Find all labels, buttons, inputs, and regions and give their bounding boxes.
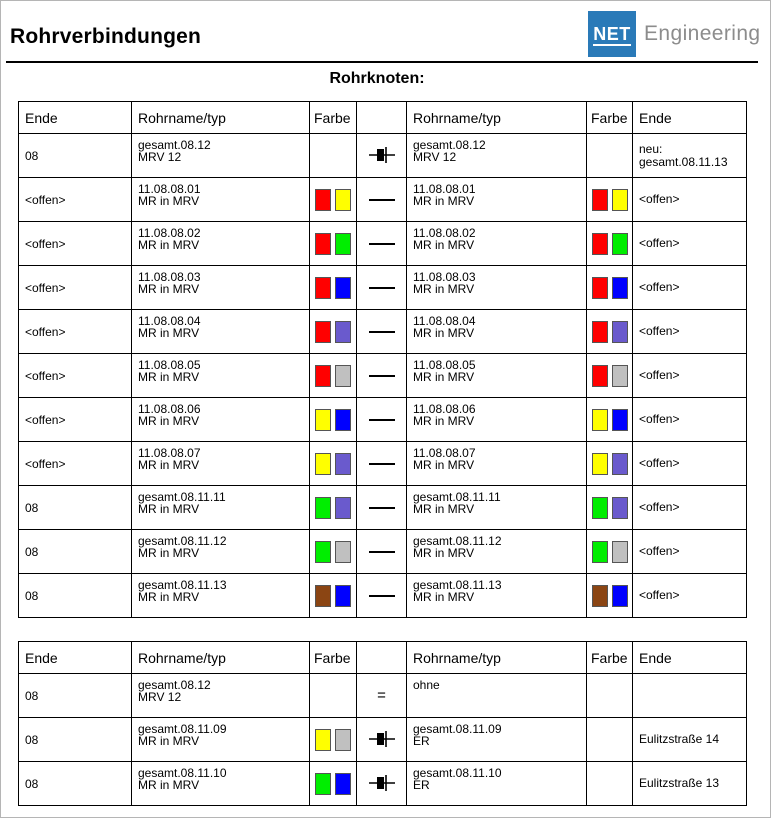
cell-farbe-right	[587, 574, 633, 618]
table-header-row	[19, 642, 747, 674]
color-swatch-yellow	[315, 729, 331, 751]
cell-ende-right	[633, 310, 747, 354]
cell-rohrname-left	[132, 530, 310, 574]
ende-left-text: <offen>	[25, 280, 66, 295]
cell-rohrname-left	[132, 762, 310, 806]
pipe-type-right: ER	[413, 734, 430, 748]
cell-farbe-left	[310, 486, 357, 530]
cell-ende-left	[19, 134, 132, 178]
pipe-name-left: gesamt.08.12	[138, 678, 211, 692]
pipe-type-right: MR in MRV	[413, 282, 475, 296]
cell-farbe-left	[310, 530, 357, 574]
cell-ende-right	[633, 674, 747, 718]
color-swatch-blue	[335, 409, 351, 431]
col-rohrname-left: Rohrname/typ	[132, 102, 310, 134]
pipe-name-right: 11.08.08.06	[413, 402, 476, 416]
color-swatch-red	[592, 233, 608, 255]
cell-farbe-right	[587, 354, 633, 398]
pipe-type-left: MR in MRV	[138, 546, 200, 560]
table-row	[19, 222, 747, 266]
ende-right-text: Eulitzstraße 14	[639, 732, 720, 746]
cell-farbe-left	[310, 762, 357, 806]
pipe-name-left: gesamt.08.11.09	[138, 722, 227, 736]
cell-ende-right	[633, 398, 747, 442]
cell-farbe-left	[310, 674, 357, 718]
color-swatch-blue	[335, 773, 351, 795]
pipe-name-left: 11.08.08.01	[138, 182, 201, 196]
pipe-type-left: MR in MRV	[138, 282, 200, 296]
cell-symbol	[357, 530, 407, 574]
color-swatch-blue	[612, 277, 628, 299]
pipe-type-right: MR in MRV	[413, 458, 475, 472]
ende-left-text: 08	[25, 148, 39, 163]
cell-farbe-right	[587, 674, 633, 718]
pipe-type-left: MR in MRV	[138, 238, 200, 252]
cell-ende-left	[19, 574, 132, 618]
col-farbe-right: Farbe	[587, 642, 633, 674]
color-swatch-yellow	[592, 453, 608, 475]
ende-left-text: 08	[25, 588, 39, 603]
pipe-name-left: 11.08.08.06	[138, 402, 201, 416]
color-swatch-gray	[612, 541, 628, 563]
color-swatch-red	[315, 277, 331, 299]
color-swatch-red	[315, 233, 331, 255]
pipe-type-left: MR in MRV	[138, 326, 200, 340]
cell-rohrname-left	[132, 222, 310, 266]
dash-icon	[369, 199, 395, 201]
cell-ende-left	[19, 762, 132, 806]
col-rohrname-left: Rohrname/typ	[132, 642, 310, 674]
pipe-type-left: MR in MRV	[138, 370, 200, 384]
table-row	[19, 718, 747, 762]
cell-farbe-right	[587, 398, 633, 442]
pipe-name-right: 11.08.08.03	[413, 270, 476, 284]
logo-mark-text: NET	[593, 23, 631, 44]
pipe-type-right: MRV 12	[413, 150, 457, 164]
ende-left-text: <offen>	[25, 236, 66, 251]
pipe-type-left: MR in MRV	[138, 502, 200, 516]
col-farbe-right: Farbe	[587, 102, 633, 134]
color-swatch-violet	[335, 497, 351, 519]
cap-icon	[369, 775, 395, 793]
pipe-name-left: gesamt.08.11.13	[138, 578, 227, 592]
pipe-type-left: MR in MRV	[138, 778, 200, 792]
color-swatch-blue	[335, 277, 351, 299]
col-ende-right: Ende	[633, 642, 747, 674]
cap-icon	[369, 147, 395, 165]
cell-ende-right	[633, 266, 747, 310]
logo-text: Engineering	[644, 22, 761, 45]
pipe-name-right: 11.08.08.04	[413, 314, 476, 328]
cell-farbe-left	[310, 310, 357, 354]
cell-ende-right	[633, 442, 747, 486]
pipe-name-left: 11.08.08.04	[138, 314, 201, 328]
ende-left-text: <offen>	[25, 456, 66, 471]
ende-right-text: Eulitzstraße 13	[639, 776, 720, 790]
col-rohrname-right: Rohrname/typ	[407, 102, 587, 134]
cell-ende-right	[633, 574, 747, 618]
section-title: Rohrknoten:	[329, 70, 425, 87]
color-swatch-yellow	[315, 453, 331, 475]
cell-rohrname-right	[407, 178, 587, 222]
ende-left-text: <offen>	[25, 368, 66, 383]
cell-farbe-left	[310, 134, 357, 178]
dash-icon	[369, 287, 395, 289]
cell-rohrname-left	[132, 398, 310, 442]
cell-farbe-right	[587, 134, 633, 178]
cell-symbol	[357, 574, 407, 618]
pipe-type-right: MR in MRV	[413, 414, 475, 428]
color-swatch-brown	[592, 585, 608, 607]
col-ende-left: Ende	[19, 642, 132, 674]
table-1-body	[19, 134, 747, 618]
cell-ende-right	[633, 134, 747, 178]
cell-symbol	[357, 398, 407, 442]
color-swatch-yellow	[592, 409, 608, 431]
color-swatch-violet	[612, 321, 628, 343]
pipe-type-left: MRV 12	[138, 690, 182, 704]
color-swatch-blue	[612, 409, 628, 431]
ende-left-text: 08	[25, 688, 39, 703]
color-swatch-green	[315, 497, 331, 519]
logo-bar	[593, 44, 631, 46]
color-swatch-red	[315, 189, 331, 211]
cell-farbe-right	[587, 718, 633, 762]
color-swatch-blue	[335, 585, 351, 607]
logo-mark	[588, 11, 636, 57]
table-row	[19, 674, 747, 718]
cell-rohrname-right	[407, 354, 587, 398]
color-swatch-green	[315, 773, 331, 795]
page-title: Rohrverbindungen	[10, 25, 202, 48]
cell-symbol	[357, 178, 407, 222]
cell-ende-right	[633, 354, 747, 398]
pipe-name-left: gesamt.08.11.10	[138, 766, 227, 780]
cell-ende-left	[19, 718, 132, 762]
pipe-name-right: 11.08.08.02	[413, 226, 476, 240]
color-swatch-green	[335, 233, 351, 255]
color-swatch-red	[592, 189, 608, 211]
cell-ende-left	[19, 266, 132, 310]
pipe-type-right: MR in MRV	[413, 326, 475, 340]
color-swatch-red	[592, 321, 608, 343]
cell-symbol	[357, 310, 407, 354]
cell-rohrname-left	[132, 310, 310, 354]
ende-right-text: neu: gesamt.08.11.13	[639, 141, 728, 169]
color-swatch-red	[592, 277, 608, 299]
cell-ende-left	[19, 310, 132, 354]
color-swatch-red	[315, 365, 331, 387]
cell-farbe-left	[310, 354, 357, 398]
table-row	[19, 530, 747, 574]
pipe-type-right: MR in MRV	[413, 502, 475, 516]
cell-symbol	[357, 222, 407, 266]
color-swatch-green	[592, 541, 608, 563]
pipe-name-right: gesamt.08.11.13	[413, 578, 502, 592]
cell-farbe-left	[310, 266, 357, 310]
col-ende-right: Ende	[633, 102, 747, 134]
ende-left-text: 08	[25, 544, 39, 559]
cell-ende-left	[19, 398, 132, 442]
cell-rohrname-left	[132, 574, 310, 618]
table-header-row	[19, 102, 747, 134]
color-swatch-gray	[335, 729, 351, 751]
col-symbol	[357, 642, 407, 674]
cap-icon	[369, 731, 395, 749]
dash-icon	[369, 243, 395, 245]
dash-icon	[369, 595, 395, 597]
ende-left-text: 08	[25, 500, 39, 515]
table-row	[19, 134, 747, 178]
pipe-name-right: 11.08.08.07	[413, 446, 476, 460]
cell-rohrname-left	[132, 266, 310, 310]
pipe-type-left: MR in MRV	[138, 734, 200, 748]
cell-rohrname-right	[407, 718, 587, 762]
cell-ende-left	[19, 354, 132, 398]
color-swatch-brown	[315, 585, 331, 607]
cell-ende-right	[633, 530, 747, 574]
cell-ende-left	[19, 486, 132, 530]
color-swatch-green	[315, 541, 331, 563]
col-rohrname-right: Rohrname/typ	[407, 642, 587, 674]
table-2-body	[19, 674, 747, 806]
color-swatch-gray	[335, 541, 351, 563]
pipe-type-left: MR in MRV	[138, 458, 200, 472]
cell-farbe-left	[310, 178, 357, 222]
ende-right-text: <offen>	[639, 236, 680, 250]
ende-right-text: <offen>	[639, 456, 680, 470]
cell-rohrname-right	[407, 674, 587, 718]
dash-icon	[369, 331, 395, 333]
pipe-name-right: gesamt.08.11.12	[413, 534, 502, 548]
pipe-name-right: gesamt.08.11.10	[413, 766, 502, 780]
color-swatch-gray	[335, 365, 351, 387]
table-row	[19, 266, 747, 310]
color-swatch-red	[592, 365, 608, 387]
cell-ende-right	[633, 178, 747, 222]
cell-farbe-right	[587, 486, 633, 530]
color-swatch-green	[612, 233, 628, 255]
cell-rohrname-right	[407, 486, 587, 530]
cell-ende-right	[633, 718, 747, 762]
cell-farbe-left	[310, 718, 357, 762]
table-row	[19, 442, 747, 486]
col-farbe-left: Farbe	[310, 642, 357, 674]
cell-farbe-right	[587, 762, 633, 806]
color-swatch-violet	[612, 453, 628, 475]
cell-farbe-left	[310, 222, 357, 266]
table-row	[19, 310, 747, 354]
dash-icon	[369, 463, 395, 465]
table-row	[19, 398, 747, 442]
cell-ende-left	[19, 442, 132, 486]
cell-symbol	[357, 486, 407, 530]
table-row	[19, 178, 747, 222]
pipe-name-right: gesamt.08.11.11	[413, 490, 501, 504]
color-swatch-violet	[335, 453, 351, 475]
cell-ende-right	[633, 762, 747, 806]
table-row	[19, 574, 747, 618]
cell-rohrname-left	[132, 178, 310, 222]
table-row	[19, 354, 747, 398]
pipe-name-right: gesamt.08.11.09	[413, 722, 502, 736]
cell-ende-right	[633, 222, 747, 266]
cell-rohrname-left	[132, 718, 310, 762]
pipe-type-right: MR in MRV	[413, 546, 475, 560]
color-swatch-blue	[612, 585, 628, 607]
col-farbe-left: Farbe	[310, 102, 357, 134]
table-row	[19, 762, 747, 806]
cell-symbol	[357, 762, 407, 806]
pipe-name-left: gesamt.08.12	[138, 138, 211, 152]
color-swatch-yellow	[335, 189, 351, 211]
cell-symbol	[357, 134, 407, 178]
cell-farbe-right	[587, 222, 633, 266]
cell-farbe-right	[587, 266, 633, 310]
cell-rohrname-left	[132, 442, 310, 486]
pipe-type-left: MR in MRV	[138, 414, 200, 428]
ende-left-text: <offen>	[25, 324, 66, 339]
pipe-type-right: ER	[413, 778, 430, 792]
cell-symbol	[357, 354, 407, 398]
cell-symbol	[357, 718, 407, 762]
pipe-name-right: 11.08.08.01	[413, 182, 476, 196]
cell-symbol	[357, 266, 407, 310]
connections-table-1	[18, 101, 747, 618]
ende-right-text: <offen>	[639, 192, 680, 206]
cell-rohrname-right	[407, 222, 587, 266]
color-swatch-yellow	[612, 189, 628, 211]
pipe-name-left: gesamt.08.11.12	[138, 534, 227, 548]
ende-left-text: <offen>	[25, 412, 66, 427]
pipe-type-right: MR in MRV	[413, 370, 475, 384]
ende-right-text: <offen>	[639, 368, 680, 382]
pipe-type-left: MR in MRV	[138, 194, 200, 208]
cell-ende-left	[19, 530, 132, 574]
connections-table-2	[18, 641, 747, 806]
color-swatch-violet	[335, 321, 351, 343]
ende-right-text: <offen>	[639, 588, 680, 602]
color-swatch-violet	[612, 497, 628, 519]
cell-rohrname-left	[132, 354, 310, 398]
cell-symbol	[357, 442, 407, 486]
cell-ende-left	[19, 674, 132, 718]
cell-ende-right	[633, 486, 747, 530]
pipe-name-left: 11.08.08.02	[138, 226, 201, 240]
col-ende-left: Ende	[19, 102, 132, 134]
ende-left-text: 08	[25, 732, 39, 747]
cell-rohrname-left	[132, 486, 310, 530]
cell-farbe-right	[587, 530, 633, 574]
company-logo	[588, 11, 761, 57]
dash-icon	[369, 507, 395, 509]
cell-farbe-right	[587, 442, 633, 486]
dash-icon	[369, 551, 395, 553]
cell-farbe-right	[587, 310, 633, 354]
cell-rohrname-right	[407, 310, 587, 354]
pipe-name-right: gesamt.08.12	[413, 138, 486, 152]
dash-icon	[369, 375, 395, 377]
cell-farbe-right	[587, 178, 633, 222]
ende-right-text: <offen>	[639, 280, 680, 294]
pipe-name-right: ohne	[413, 678, 440, 692]
ende-right-text: <offen>	[639, 324, 680, 338]
color-swatch-gray	[612, 365, 628, 387]
cell-rohrname-right	[407, 442, 587, 486]
pipe-type-right: MR in MRV	[413, 590, 475, 604]
cell-rohrname-left	[132, 674, 310, 718]
cell-rohrname-right	[407, 762, 587, 806]
cell-rohrname-left	[132, 134, 310, 178]
pipe-type-left: MRV 12	[138, 150, 182, 164]
ende-left-text: <offen>	[25, 192, 66, 207]
ende-right-text: <offen>	[639, 412, 680, 426]
pipe-type-right: MR in MRV	[413, 238, 475, 252]
cell-rohrname-right	[407, 398, 587, 442]
equals-icon: =	[377, 686, 386, 704]
pipe-name-left: 11.08.08.07	[138, 446, 201, 460]
cell-farbe-left	[310, 574, 357, 618]
pipe-name-left: 11.08.08.05	[138, 358, 201, 372]
ende-right-text: <offen>	[639, 544, 680, 558]
cell-ende-left	[19, 222, 132, 266]
cell-rohrname-right	[407, 530, 587, 574]
dash-icon	[369, 419, 395, 421]
color-swatch-green	[592, 497, 608, 519]
ende-left-text: 08	[25, 776, 39, 791]
cell-rohrname-right	[407, 266, 587, 310]
color-swatch-red	[315, 321, 331, 343]
table-row	[19, 486, 747, 530]
col-symbol	[357, 102, 407, 134]
cell-ende-left	[19, 178, 132, 222]
cell-rohrname-right	[407, 574, 587, 618]
cell-farbe-left	[310, 398, 357, 442]
pipe-type-left: MR in MRV	[138, 590, 200, 604]
pipe-type-right: MR in MRV	[413, 194, 475, 208]
color-swatch-yellow	[315, 409, 331, 431]
pipe-name-left: 11.08.08.03	[138, 270, 201, 284]
header-rule	[6, 61, 758, 63]
pipe-name-right: 11.08.08.05	[413, 358, 476, 372]
ende-right-text: <offen>	[639, 500, 680, 514]
cell-symbol	[357, 674, 407, 718]
pipe-name-left: gesamt.08.11.11	[138, 490, 226, 504]
cell-farbe-left	[310, 442, 357, 486]
cell-rohrname-right	[407, 134, 587, 178]
